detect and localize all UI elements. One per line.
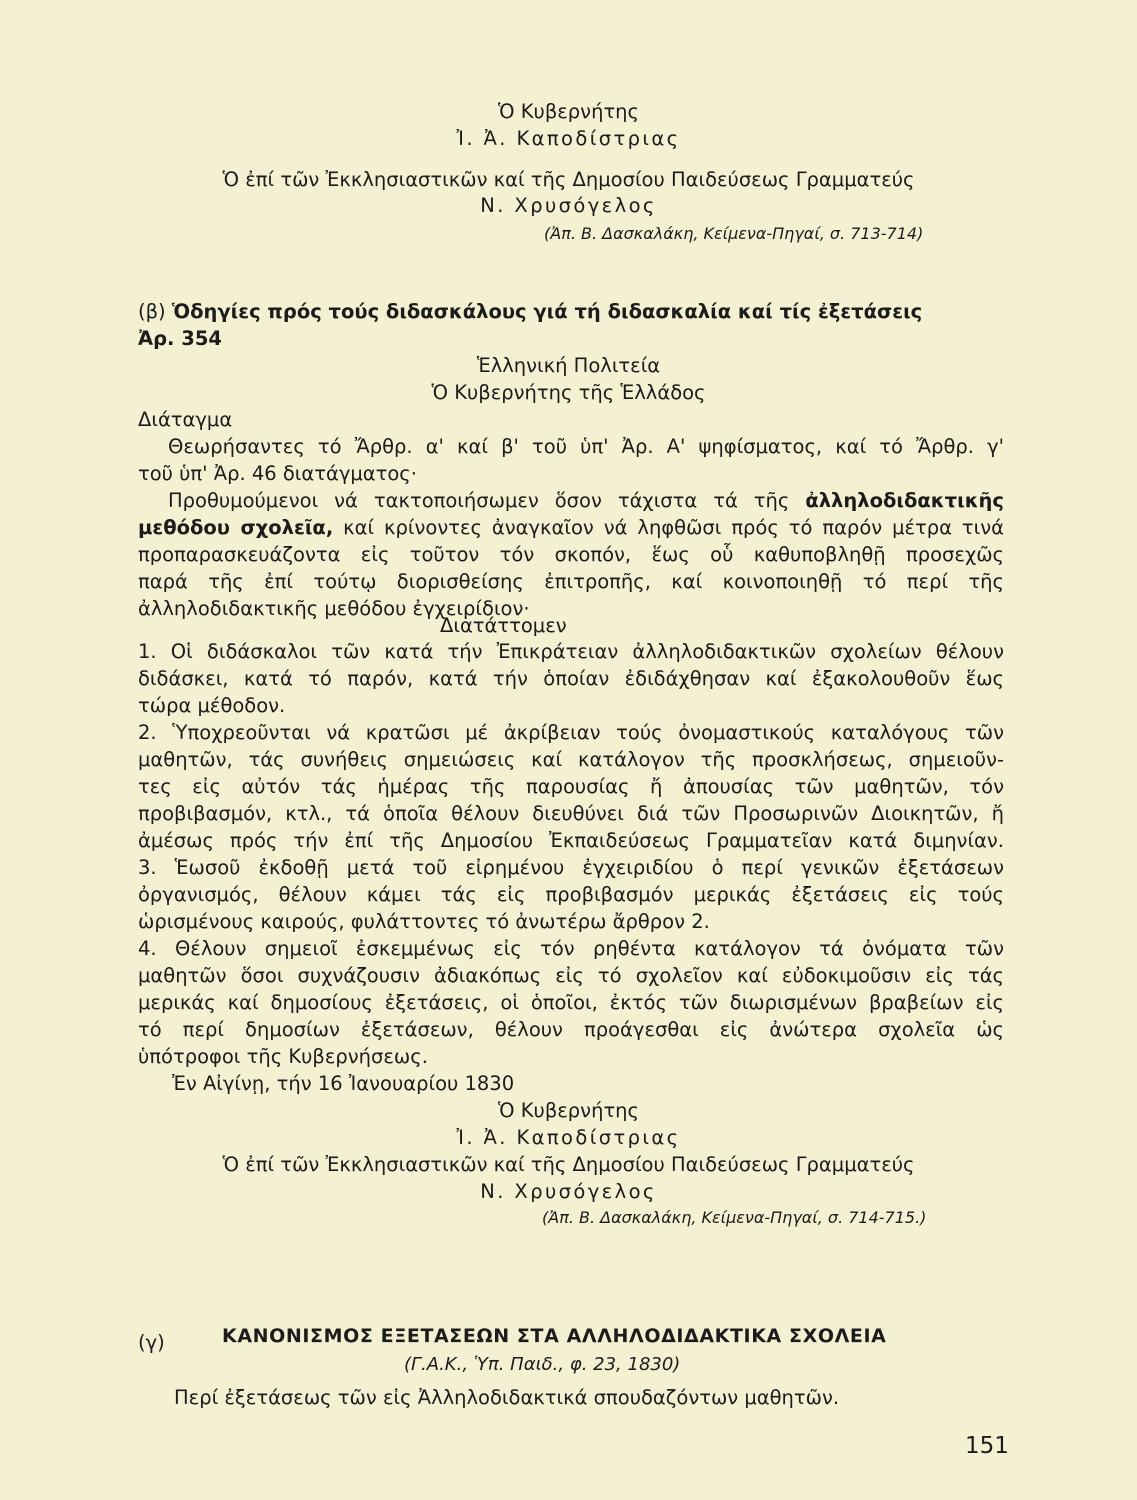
preamble-line-3-bold: ἀλληλοδιδακτικῆς <box>805 489 1004 512</box>
paragraph-3-line-3: ὡρισμένους καιρούς, φυλάττοντες τό ἀνωτέρω ἄρθρον 2. <box>138 910 710 933</box>
page-number: 151 <box>965 1433 1009 1459</box>
section-b-label: (β) <box>138 300 166 323</box>
secretary-title-bottom: Ὁ ἐπί τῶν Ἐκκλησιαστικῶν καί τῆς Δημοσίου Παιδεύσεως Γραμματεύς <box>222 1153 915 1176</box>
section-b-title: Ὁδηγίες πρός τούς διδασκάλους γιά τή διδασκαλία καί τίς ἐξετάσεις <box>171 300 923 323</box>
article-number: Ἀρ. 354 <box>138 327 222 350</box>
governor-title-top: Ὁ Κυβερνήτης <box>498 100 639 123</box>
secretary-name-top: Ν. Χρυσόγελος <box>480 194 657 217</box>
paragraph-2-line-2: μαθητῶν, τάς συνήθεις σημειώσεις καί κατάλογον τῆς προσκλήσεως, σημειοῦν- <box>138 748 1004 771</box>
paragraph-1-line-3: τώρα μέθοδον. <box>138 694 286 717</box>
source-citation-bottom: (Ἀπ. Β. Δασκαλάκη, Κείμενα-Πηγαί, σ. 714-715.) <box>542 1208 927 1227</box>
paragraph-4-line-4: τό περί δημοσίων ἐξετάσεων, θέλουν προάγεσθαι εἰς ἀνώτερα σχολεῖα ὡς <box>138 1018 1004 1041</box>
preamble-line-5: προπαρασκευάζοντα εἰς τοῦτον τόν σκοπόν, ἕως οὗ καθυποβληθῇ προσεχῶς <box>138 543 1004 566</box>
preamble-line-7: ἀλληλοδιδακτικῆς μεθόδου ἐγχειρίδιον· <box>138 597 530 620</box>
paragraph-3-line-2: ὀργανισμός, θέλουν κάμει τάς εἰς προβιβασμόν μερικάς ἐξετάσεις εἰς τούς <box>138 883 1004 906</box>
paragraph-2-line-4: προβιβασμόν, κτλ., τά ὁποῖα θέλουν διευθύνει διά τῶν Προσωρινῶν Διοικητῶν, ἤ <box>138 802 1004 825</box>
section-c-title: ΚΑΝΟΝΙΣΜΟΣ ΕΞΕΤΑΣΕΩΝ ΣΤΑ ΑΛΛΗΛΟΔΙΔΑΚΤΙΚΑ ΣΧΟΛΕΙΑ <box>222 1325 887 1347</box>
governor-name-top: Ἰ. Ἀ. Καποδίστριας <box>456 127 681 150</box>
governor-title-bottom: Ὁ Κυβερνήτης <box>498 1099 639 1122</box>
section-c-source: (Γ.Α.Κ., Ὑπ. Παιδ., φ. 23, 1830) <box>404 1354 681 1375</box>
preamble-line-4 <box>138 516 1004 540</box>
governor-name-bottom: Ἰ. Ἀ. Καποδίστριας <box>456 1126 681 1149</box>
preamble-line-1: Θεωρήσαντες τό Ἄρθρ. α' καί β' τοῦ ὑπ' Ἀρ. Α' ψηφίσματος, καί τό Ἄρθρ. γ' <box>168 435 1004 458</box>
section-c-subtitle: Περί ἐξετάσεως τῶν εἰς Ἀλληλοδιδακτικά σπουδαζόντων μαθητῶν. <box>174 1386 840 1409</box>
governor-of-greece: Ὁ Κυβερνήτης τῆς Ἑλλάδος <box>431 381 706 404</box>
preamble-line-6: παρά τῆς ἐπί τούτῳ διορισθείσης ἐπιτροπῆς, καί κοινοποιηθῇ τό περί τῆς <box>138 570 1004 593</box>
preamble-line-3-text: Προθυμούμενοι νά τακτοποιήσωμεν ὅσον τάχιστα τά τῆς <box>168 489 806 512</box>
section-c-label: (γ) <box>138 1331 165 1354</box>
paragraph-2-line-3: τες εἰς αὐτόν τάς ἡμέρας τῆς παρουσίας ἤ ἀπουσίας τῶν μαθητῶν, τόν <box>138 775 1004 798</box>
decree-word: Διατάττομεν <box>440 614 567 637</box>
source-citation-top: (Ἀπ. Β. Δασκαλάκη, Κείμενα-Πηγαί, σ. 713-714) <box>544 224 924 243</box>
paragraph-2-line-1: 2. Ὑποχρεοῦνται νά κρατῶσι μέ ἀκρίβειαν τούς ὀνομαστικούς καταλόγους τῶν <box>138 721 1004 744</box>
paragraph-4-line-2: μαθητῶν ὅσοι συχνάζουσιν ἀδιακόπως εἰς τό σχολεῖον καί εὐδοκιμοῦσιν εἰς τάς <box>138 964 1004 987</box>
decree-date: Ἐν Αἰγίνῃ, τήν 16 Ἰανουαρίου 1830 <box>172 1072 515 1095</box>
paragraph-4-line-1: 4. Θέλουν σημειοῖ ἐσκεμμένως εἰς τόν ρηθέντα κατάλογον τά ὀνόματα τῶν <box>138 937 1004 960</box>
section-b-heading <box>138 300 922 324</box>
secretary-name-bottom: Ν. Χρυσόγελος <box>480 1180 657 1203</box>
paragraph-1-line-2: διδάσκει, κατά τό παρόν, κατά τήν ὁποίαν ἐδιδάχθησαν καί ἐξακολουθοῦν ἕως <box>138 667 1004 690</box>
paragraph-2-line-5: ἀμέσως πρός τήν ἐπί τῆς Δημοσίου Ἐκπαιδεύσεως Γραμματεῖαν κατά διμηνίαν. <box>138 829 1004 852</box>
secretary-title-top: Ὁ ἐπί τῶν Ἐκκλησιαστικῶν καί τῆς Δημοσίου Παιδεύσεως Γραμματεύς <box>222 168 915 191</box>
preamble-line-2: τοῦ ὑπ' Ἀρ. 46 διατάγματος· <box>138 462 417 485</box>
preamble-line-4-text: καί κρίνοντες ἀναγκαῖον νά ληφθῶσι πρός τό παρόν μέτρα τινά <box>333 516 1005 539</box>
paragraph-3-line-1: 3. Ἑωσοῦ ἐκδοθῇ μετά τοῦ εἰρημένου ἐγχειριδίου ὁ περί γενικῶν ἐξετάσεων <box>138 856 1004 879</box>
preamble-line-3 <box>168 489 1004 513</box>
hellenic-state: Ἑλληνική Πολιτεία <box>476 354 661 377</box>
paragraph-4-line-5: ὑπότροφοι τῆς Κυβερνήσεως. <box>138 1045 428 1068</box>
decree-label: Διάταγμα <box>138 408 233 431</box>
paragraph-1-line-1: 1. Οἱ διδάσκαλοι τῶν κατά τήν Ἐπικράτειαν ἀλληλοδιδακτικῶν σχολείων θέλουν <box>138 640 1004 663</box>
paragraph-4-line-3: μερικάς καί δημοσίους ἐξετάσεις, οἱ ὁποῖοι, ἐκτός τῶν διωρισμένων βραβείων εἰς <box>138 991 1004 1014</box>
preamble-line-4-bold: μεθόδου σχολεῖα, <box>138 516 334 539</box>
